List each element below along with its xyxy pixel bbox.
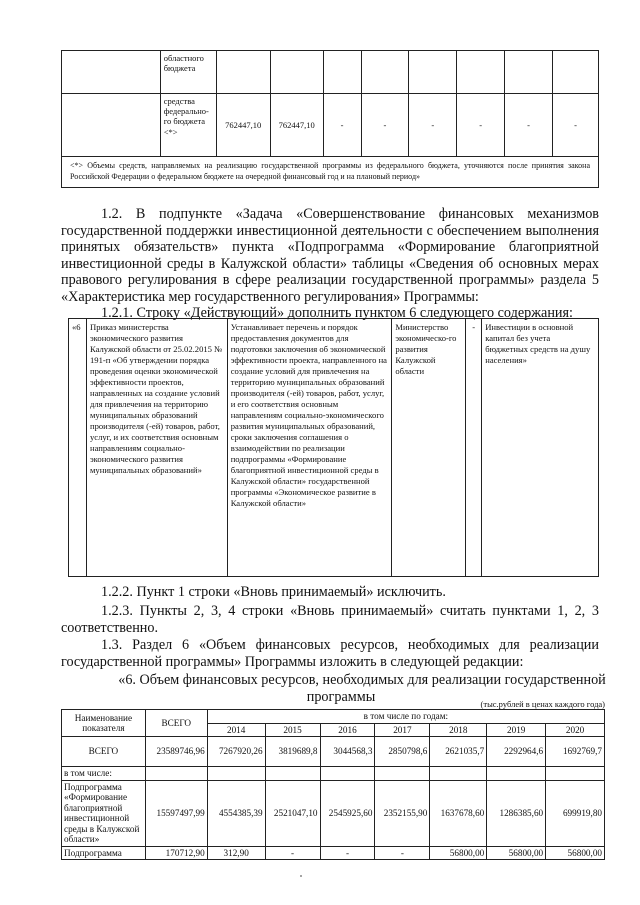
row-total: 15597497,99 [145,780,207,846]
row-name: Подпрограмма «Формирование благоприятной инвестиционной среды в Калужской области» [62,780,146,846]
table-cell: 3044568,3 [320,737,375,767]
table-cell: 1286385,60 [487,780,546,846]
table-cell: 762447,10 [270,94,323,157]
row-name: Подпрограмма [62,846,146,860]
deadline: - [466,319,482,577]
table-cell: 1692769,7 [546,737,605,767]
legal-act: Приказ министерства экономического развития Калужской области от 25.02.2015 № 191-п «Об утверждении порядка проведения оценки экономической эффективности проектов, направленных на создание условий для привлечения на территорию муниципальных образований производителя (-ей) товаров, работ, услуг, и их соответствия основным направлениям социально-экономического развития муниципальных образований» [86,319,227,577]
table-cell: 762447,10 [216,94,270,157]
table-cell: 56800,00 [430,846,487,860]
table-cell: - [457,94,505,157]
table-cell: 56800,00 [487,846,546,860]
row-number: «6 [69,319,87,577]
table-cell: 2292964,6 [487,737,546,767]
row-label: средства федерально-го бюджета <*> [160,94,216,157]
paragraph-1-2-3: 1.2.3. Пункты 2, 3, 4 строки «Вновь принимаемый» считать пунктами 1, 2, 3 соответственно. [61,603,599,636]
table-cell [62,51,161,94]
table-cell: 2545925,60 [320,780,375,846]
year-header: 2017 [375,723,430,737]
table-cell: - [505,94,553,157]
table-cell: 56800,00 [546,846,605,860]
budget-sources-table [61,50,599,188]
col-header-name: Наименование показателя [62,710,146,737]
paragraph-1-3: 1.3. Раздел 6 «Объем финансовых ресурсов, необходимых для реализации государственной программы» Программы изложить в следующей редакции: [61,637,599,670]
table-cell: 2521047,10 [265,780,320,846]
scan-speck [300,875,302,877]
table-cell: - [361,94,409,157]
year-header: 2018 [430,723,487,737]
table-cell: 2850798,6 [375,737,430,767]
year-header: 2020 [546,723,605,737]
table-cell: - [320,846,375,860]
paragraph-1-2-1-text: 1.2.1. Строку «Действующий» дополнить пунктом 6 следующего содержания: [101,305,573,321]
table-cell: - [553,94,599,157]
table-cell: 312,90 [207,846,265,860]
section-6-title-line2: программы [306,688,376,705]
table-cell: 1637678,60 [430,780,487,846]
table-cell: - [265,846,320,860]
footnote: <*> Объемы средств, направляемых на реализацию государственной программы из федерального бюджета, уточняются после принятия закона Российской Федерации о федеральном бюджете на очередной финансовый год и на плановый период» [62,157,599,188]
table-cell: - [375,846,430,860]
year-header: 2019 [487,723,546,737]
year-header: 2014 [207,723,265,737]
year-header: 2015 [265,723,320,737]
incl-label: в том числе: [62,767,146,781]
table-row [62,780,605,846]
act-content: Устанавливает перечень и порядок предоставления документов для подготовки заключения об экономической эффективности проекта, направленного на создание условий для привлечения на территорию муниципальных образований производителя (-ей) товаров, работ, услуг, и его соответствия основным направлениям социально-экономического развития муниципальных образований, сроки заключения соглашения о взаимодействии по реализации подпрограммы «Формирование благоприятной инвестиционной среды в Калужской области» государственной программы «Экономическое развитие в Калужской области» [227,319,392,577]
row-name: ВСЕГО [62,737,146,767]
table-cell: 7267920,26 [207,737,265,767]
paragraph-1-2-2: 1.2.2. Пункт 1 строки «Вновь принимаемый» исключить. [101,584,446,600]
row-label: областного бюджета [160,51,216,94]
table-cell: 699919,80 [546,780,605,846]
table-cell: - [323,94,361,157]
row-total: 170712,90 [145,846,207,860]
legal-acts-table [68,318,599,577]
table-cell: 2352155,90 [375,780,430,846]
table-cell: - [409,94,457,157]
section-6-title-line1: «6. Объем финансовых ресурсов, необходимых для реализации государственной [118,672,606,688]
table-cell: 4554385,39 [207,780,265,846]
table-cell: 2621035,7 [430,737,487,767]
table-row [62,846,605,860]
row-total: 23589746,96 [145,737,207,767]
executor: Министерство экономическо-го развития Калужской области [392,319,466,577]
table-cell: 3819689,8 [265,737,320,767]
units-note: (тыс.рублей в ценах каждого года) [480,699,605,709]
col-header-total: ВСЕГО [145,710,207,737]
col-header-years: в том числе по годам: [207,710,604,724]
table-row [62,767,605,781]
year-header: 2016 [320,723,375,737]
indicator: Инвестиции в основной капитал без учета бюджетных средств на душу населения» [482,319,599,577]
table-row [62,737,605,767]
financial-resources-table [61,709,605,860]
paragraph-1-2: 1.2. В подпункте «Задача «Совершенствование финансовых механизмов государственной поддержки инвестиционной деятельности с обеспечением выполнения принятых обязательств» пункта «Подпрограмма «Формирование благоприятной инвестиционной среды в Калужской области» таблицы «Сведения об основных мерах правового регулирования в сфере реализации государственной программы» раздела 5 «Характеристика мер государственного регулирования» Программы: [61,206,599,305]
